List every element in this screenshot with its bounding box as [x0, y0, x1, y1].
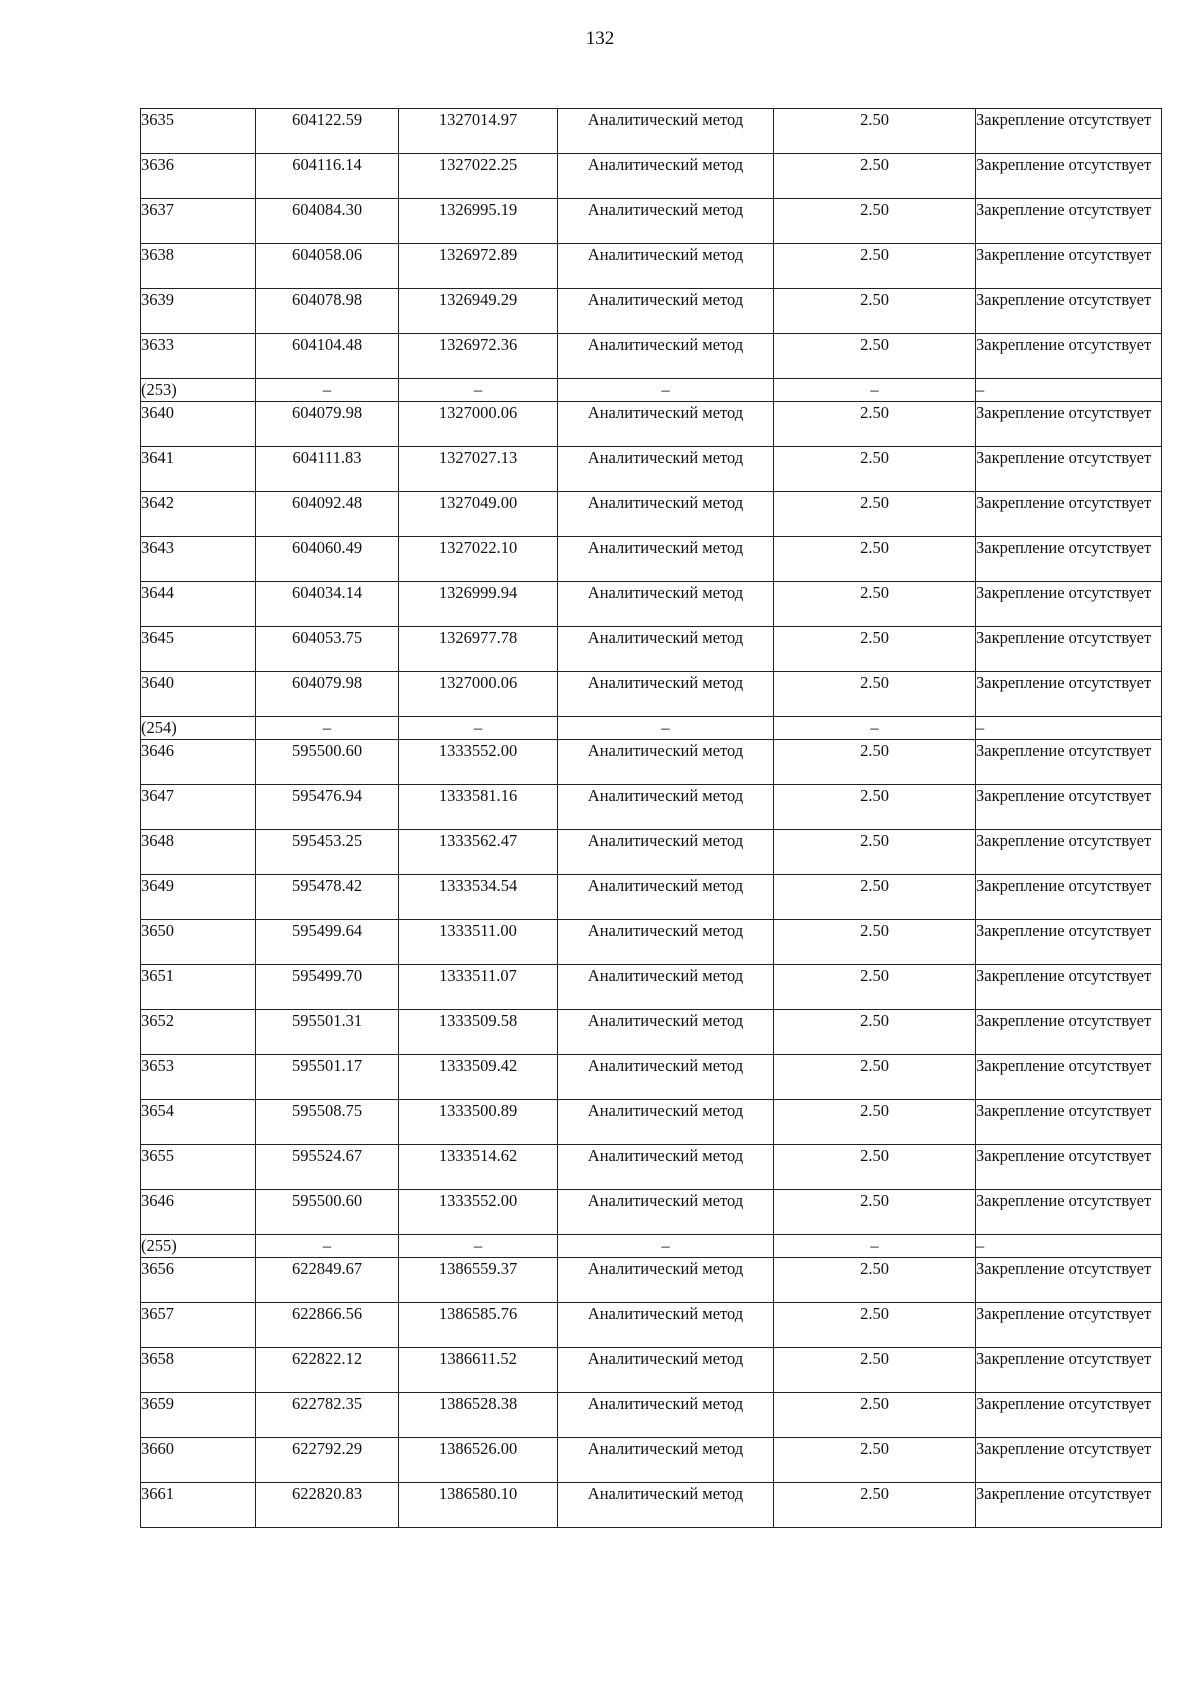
fixation-description-cell: Закрепление отсутствует [976, 740, 1162, 785]
point-number-cell: 3633 [141, 334, 256, 379]
y-coordinate-cell: 1333511.07 [399, 965, 558, 1010]
table-row [141, 920, 1162, 965]
y-coordinate-cell: 1333562.47 [399, 830, 558, 875]
point-number-cell: 3635 [141, 109, 256, 154]
fixation-description-cell: Закрепление отсутствует [976, 289, 1162, 334]
method-cell: Аналитический метод [558, 830, 774, 875]
point-number-cell: 3658 [141, 1348, 256, 1393]
accuracy-cell: 2.50 [774, 1393, 976, 1438]
method-cell: Аналитический метод [558, 965, 774, 1010]
point-number-cell: 3647 [141, 785, 256, 830]
method-cell: Аналитический метод [558, 582, 774, 627]
point-number-cell: 3654 [141, 1100, 256, 1145]
table-row [141, 447, 1162, 492]
table-row [141, 875, 1162, 920]
table-row [141, 334, 1162, 379]
x-coordinate-cell: 622792.29 [256, 1438, 399, 1483]
point-number-cell: (254) [141, 717, 256, 740]
method-cell: Аналитический метод [558, 199, 774, 244]
coordinates-table-body [141, 109, 1162, 1528]
table-row [141, 1483, 1162, 1528]
accuracy-cell: – [774, 379, 976, 402]
fixation-description-cell: Закрепление отсутствует [976, 199, 1162, 244]
method-cell: Аналитический метод [558, 492, 774, 537]
x-coordinate-cell: 595501.31 [256, 1010, 399, 1055]
method-cell: Аналитический метод [558, 875, 774, 920]
x-coordinate-cell: 622820.83 [256, 1483, 399, 1528]
point-number-cell: 3646 [141, 1190, 256, 1235]
point-number-cell: 3656 [141, 1258, 256, 1303]
table-row [141, 785, 1162, 830]
y-coordinate-cell: – [399, 717, 558, 740]
method-cell: Аналитический метод [558, 1010, 774, 1055]
fixation-description-cell: Закрепление отсутствует [976, 1100, 1162, 1145]
contour-separator-row [141, 1235, 1162, 1258]
method-cell: Аналитический метод [558, 1393, 774, 1438]
x-coordinate-cell: 604122.59 [256, 109, 399, 154]
x-coordinate-cell: 604060.49 [256, 537, 399, 582]
accuracy-cell: 2.50 [774, 1190, 976, 1235]
x-coordinate-cell: 595499.64 [256, 920, 399, 965]
point-number-cell: 3639 [141, 289, 256, 334]
accuracy-cell: 2.50 [774, 582, 976, 627]
x-coordinate-cell: 604079.98 [256, 672, 399, 717]
method-cell: Аналитический метод [558, 740, 774, 785]
method-cell: Аналитический метод [558, 447, 774, 492]
point-number-cell: 3661 [141, 1483, 256, 1528]
accuracy-cell: 2.50 [774, 1100, 976, 1145]
point-number-cell: (255) [141, 1235, 256, 1258]
fixation-description-cell: Закрепление отсутствует [976, 1303, 1162, 1348]
y-coordinate-cell: 1386585.76 [399, 1303, 558, 1348]
method-cell: Аналитический метод [558, 244, 774, 289]
fixation-description-cell: Закрепление отсутствует [976, 334, 1162, 379]
accuracy-cell: 2.50 [774, 1438, 976, 1483]
method-cell: Аналитический метод [558, 334, 774, 379]
fixation-description-cell: – [976, 379, 1162, 402]
accuracy-cell: 2.50 [774, 1145, 976, 1190]
method-cell: Аналитический метод [558, 627, 774, 672]
y-coordinate-cell: – [399, 1235, 558, 1258]
fixation-description-cell: Закрепление отсутствует [976, 1145, 1162, 1190]
table-row [141, 1055, 1162, 1100]
method-cell: Аналитический метод [558, 1258, 774, 1303]
y-coordinate-cell: 1333514.62 [399, 1145, 558, 1190]
x-coordinate-cell: – [256, 717, 399, 740]
point-number-cell: 3652 [141, 1010, 256, 1055]
method-cell: Аналитический метод [558, 785, 774, 830]
table-row [141, 244, 1162, 289]
y-coordinate-cell: 1333552.00 [399, 740, 558, 785]
method-cell: Аналитический метод [558, 1303, 774, 1348]
fixation-description-cell: Закрепление отсутствует [976, 1393, 1162, 1438]
y-coordinate-cell: 1326999.94 [399, 582, 558, 627]
point-number-cell: 3640 [141, 672, 256, 717]
y-coordinate-cell: 1333509.58 [399, 1010, 558, 1055]
point-number-cell: (253) [141, 379, 256, 402]
point-number-cell: 3646 [141, 740, 256, 785]
point-number-cell: 3640 [141, 402, 256, 447]
x-coordinate-cell: 595499.70 [256, 965, 399, 1010]
fixation-description-cell: Закрепление отсутствует [976, 1483, 1162, 1528]
contour-separator-row [141, 717, 1162, 740]
accuracy-cell: 2.50 [774, 334, 976, 379]
x-coordinate-cell: 604116.14 [256, 154, 399, 199]
y-coordinate-cell: 1327014.97 [399, 109, 558, 154]
point-number-cell: 3636 [141, 154, 256, 199]
x-coordinate-cell: 595478.42 [256, 875, 399, 920]
y-coordinate-cell: – [399, 379, 558, 402]
table-row [141, 199, 1162, 244]
x-coordinate-cell: 604092.48 [256, 492, 399, 537]
table-row [141, 627, 1162, 672]
method-cell: Аналитический метод [558, 1100, 774, 1145]
table-row [141, 1348, 1162, 1393]
y-coordinate-cell: 1333552.00 [399, 1190, 558, 1235]
method-cell: Аналитический метод [558, 1055, 774, 1100]
point-number-cell: 3638 [141, 244, 256, 289]
method-cell: – [558, 717, 774, 740]
fixation-description-cell: Закрепление отсутствует [976, 875, 1162, 920]
point-number-cell: 3653 [141, 1055, 256, 1100]
y-coordinate-cell: 1326977.78 [399, 627, 558, 672]
y-coordinate-cell: 1326995.19 [399, 199, 558, 244]
table-row [141, 402, 1162, 447]
fixation-description-cell: Закрепление отсутствует [976, 1055, 1162, 1100]
method-cell: Аналитический метод [558, 672, 774, 717]
accuracy-cell: 2.50 [774, 244, 976, 289]
fixation-description-cell: Закрепление отсутствует [976, 785, 1162, 830]
accuracy-cell: 2.50 [774, 965, 976, 1010]
method-cell: – [558, 1235, 774, 1258]
fixation-description-cell: Закрепление отсутствует [976, 244, 1162, 289]
y-coordinate-cell: 1386611.52 [399, 1348, 558, 1393]
fixation-description-cell: Закрепление отсутствует [976, 965, 1162, 1010]
table-row [141, 109, 1162, 154]
accuracy-cell: 2.50 [774, 289, 976, 334]
x-coordinate-cell: 595508.75 [256, 1100, 399, 1145]
accuracy-cell: 2.50 [774, 672, 976, 717]
fixation-description-cell: Закрепление отсутствует [976, 537, 1162, 582]
accuracy-cell: 2.50 [774, 627, 976, 672]
x-coordinate-cell: 622849.67 [256, 1258, 399, 1303]
x-coordinate-cell: 595453.25 [256, 830, 399, 875]
method-cell: Аналитический метод [558, 1190, 774, 1235]
x-coordinate-cell: 595524.67 [256, 1145, 399, 1190]
accuracy-cell: 2.50 [774, 109, 976, 154]
accuracy-cell: – [774, 717, 976, 740]
fixation-description-cell: – [976, 1235, 1162, 1258]
y-coordinate-cell: 1333534.54 [399, 875, 558, 920]
contour-separator-row [141, 379, 1162, 402]
table-row [141, 830, 1162, 875]
y-coordinate-cell: 1333500.89 [399, 1100, 558, 1145]
table-row [141, 740, 1162, 785]
method-cell: Аналитический метод [558, 402, 774, 447]
y-coordinate-cell: 1326949.29 [399, 289, 558, 334]
table-row [141, 1190, 1162, 1235]
method-cell: Аналитический метод [558, 109, 774, 154]
y-coordinate-cell: 1327000.06 [399, 402, 558, 447]
accuracy-cell: 2.50 [774, 1258, 976, 1303]
accuracy-cell: 2.50 [774, 875, 976, 920]
method-cell: – [558, 379, 774, 402]
accuracy-cell: 2.50 [774, 537, 976, 582]
y-coordinate-cell: 1333509.42 [399, 1055, 558, 1100]
method-cell: Аналитический метод [558, 289, 774, 334]
x-coordinate-cell: 595500.60 [256, 1190, 399, 1235]
x-coordinate-cell: 604053.75 [256, 627, 399, 672]
fixation-description-cell: Закрепление отсутствует [976, 447, 1162, 492]
fixation-description-cell: Закрепление отсутствует [976, 582, 1162, 627]
x-coordinate-cell: 604084.30 [256, 199, 399, 244]
accuracy-cell: 2.50 [774, 740, 976, 785]
accuracy-cell: 2.50 [774, 199, 976, 244]
table-row [141, 1145, 1162, 1190]
table-row [141, 289, 1162, 334]
table-row [141, 1438, 1162, 1483]
method-cell: Аналитический метод [558, 1483, 774, 1528]
point-number-cell: 3655 [141, 1145, 256, 1190]
fixation-description-cell: Закрепление отсутствует [976, 402, 1162, 447]
y-coordinate-cell: 1327027.13 [399, 447, 558, 492]
fixation-description-cell: Закрепление отсутствует [976, 920, 1162, 965]
table-row [141, 154, 1162, 199]
x-coordinate-cell: 604058.06 [256, 244, 399, 289]
x-coordinate-cell: 604079.98 [256, 402, 399, 447]
table-row [141, 672, 1162, 717]
method-cell: Аналитический метод [558, 920, 774, 965]
fixation-description-cell: Закрепление отсутствует [976, 492, 1162, 537]
accuracy-cell: 2.50 [774, 1010, 976, 1055]
table-row [141, 1303, 1162, 1348]
y-coordinate-cell: 1327000.06 [399, 672, 558, 717]
x-coordinate-cell: – [256, 379, 399, 402]
fixation-description-cell: Закрепление отсутствует [976, 1438, 1162, 1483]
x-coordinate-cell: 604111.83 [256, 447, 399, 492]
point-number-cell: 3651 [141, 965, 256, 1010]
accuracy-cell: 2.50 [774, 1348, 976, 1393]
point-number-cell: 3637 [141, 199, 256, 244]
accuracy-cell: 2.50 [774, 1055, 976, 1100]
accuracy-cell: 2.50 [774, 402, 976, 447]
fixation-description-cell: Закрепление отсутствует [976, 627, 1162, 672]
point-number-cell: 3642 [141, 492, 256, 537]
page-number: 132 [585, 28, 615, 49]
fixation-description-cell: Закрепление отсутствует [976, 830, 1162, 875]
x-coordinate-cell: – [256, 1235, 399, 1258]
y-coordinate-cell: 1386559.37 [399, 1258, 558, 1303]
x-coordinate-cell: 622866.56 [256, 1303, 399, 1348]
accuracy-cell: 2.50 [774, 830, 976, 875]
accuracy-cell: 2.50 [774, 154, 976, 199]
fixation-description-cell: Закрепление отсутствует [976, 672, 1162, 717]
table-row [141, 1258, 1162, 1303]
table-row [141, 1100, 1162, 1145]
point-number-cell: 3659 [141, 1393, 256, 1438]
fixation-description-cell: Закрепление отсутствует [976, 154, 1162, 199]
accuracy-cell: 2.50 [774, 447, 976, 492]
point-number-cell: 3650 [141, 920, 256, 965]
method-cell: Аналитический метод [558, 1145, 774, 1190]
table-row [141, 1010, 1162, 1055]
y-coordinate-cell: 1327022.10 [399, 537, 558, 582]
table-row [141, 537, 1162, 582]
y-coordinate-cell: 1333511.00 [399, 920, 558, 965]
x-coordinate-cell: 595500.60 [256, 740, 399, 785]
y-coordinate-cell: 1327049.00 [399, 492, 558, 537]
fixation-description-cell: Закрепление отсутствует [976, 109, 1162, 154]
y-coordinate-cell: 1386526.00 [399, 1438, 558, 1483]
point-number-cell: 3641 [141, 447, 256, 492]
coordinates-table [140, 108, 1162, 1528]
method-cell: Аналитический метод [558, 1348, 774, 1393]
point-number-cell: 3648 [141, 830, 256, 875]
method-cell: Аналитический метод [558, 154, 774, 199]
x-coordinate-cell: 622782.35 [256, 1393, 399, 1438]
table-row [141, 1393, 1162, 1438]
point-number-cell: 3644 [141, 582, 256, 627]
y-coordinate-cell: 1326972.89 [399, 244, 558, 289]
point-number-cell: 3649 [141, 875, 256, 920]
table-row [141, 965, 1162, 1010]
table-row [141, 492, 1162, 537]
accuracy-cell: 2.50 [774, 1303, 976, 1348]
accuracy-cell: 2.50 [774, 1483, 976, 1528]
x-coordinate-cell: 595476.94 [256, 785, 399, 830]
point-number-cell: 3643 [141, 537, 256, 582]
y-coordinate-cell: 1386580.10 [399, 1483, 558, 1528]
method-cell: Аналитический метод [558, 537, 774, 582]
fixation-description-cell: Закрепление отсутствует [976, 1258, 1162, 1303]
y-coordinate-cell: 1326972.36 [399, 334, 558, 379]
x-coordinate-cell: 595501.17 [256, 1055, 399, 1100]
accuracy-cell: 2.50 [774, 785, 976, 830]
table-row [141, 582, 1162, 627]
fixation-description-cell: – [976, 717, 1162, 740]
point-number-cell: 3657 [141, 1303, 256, 1348]
x-coordinate-cell: 604078.98 [256, 289, 399, 334]
fixation-description-cell: Закрепление отсутствует [976, 1190, 1162, 1235]
method-cell: Аналитический метод [558, 1438, 774, 1483]
point-number-cell: 3645 [141, 627, 256, 672]
x-coordinate-cell: 604034.14 [256, 582, 399, 627]
x-coordinate-cell: 622822.12 [256, 1348, 399, 1393]
point-number-cell: 3660 [141, 1438, 256, 1483]
y-coordinate-cell: 1333581.16 [399, 785, 558, 830]
accuracy-cell: 2.50 [774, 920, 976, 965]
fixation-description-cell: Закрепление отсутствует [976, 1348, 1162, 1393]
y-coordinate-cell: 1327022.25 [399, 154, 558, 199]
fixation-description-cell: Закрепление отсутствует [976, 1010, 1162, 1055]
accuracy-cell: – [774, 1235, 976, 1258]
y-coordinate-cell: 1386528.38 [399, 1393, 558, 1438]
accuracy-cell: 2.50 [774, 492, 976, 537]
x-coordinate-cell: 604104.48 [256, 334, 399, 379]
